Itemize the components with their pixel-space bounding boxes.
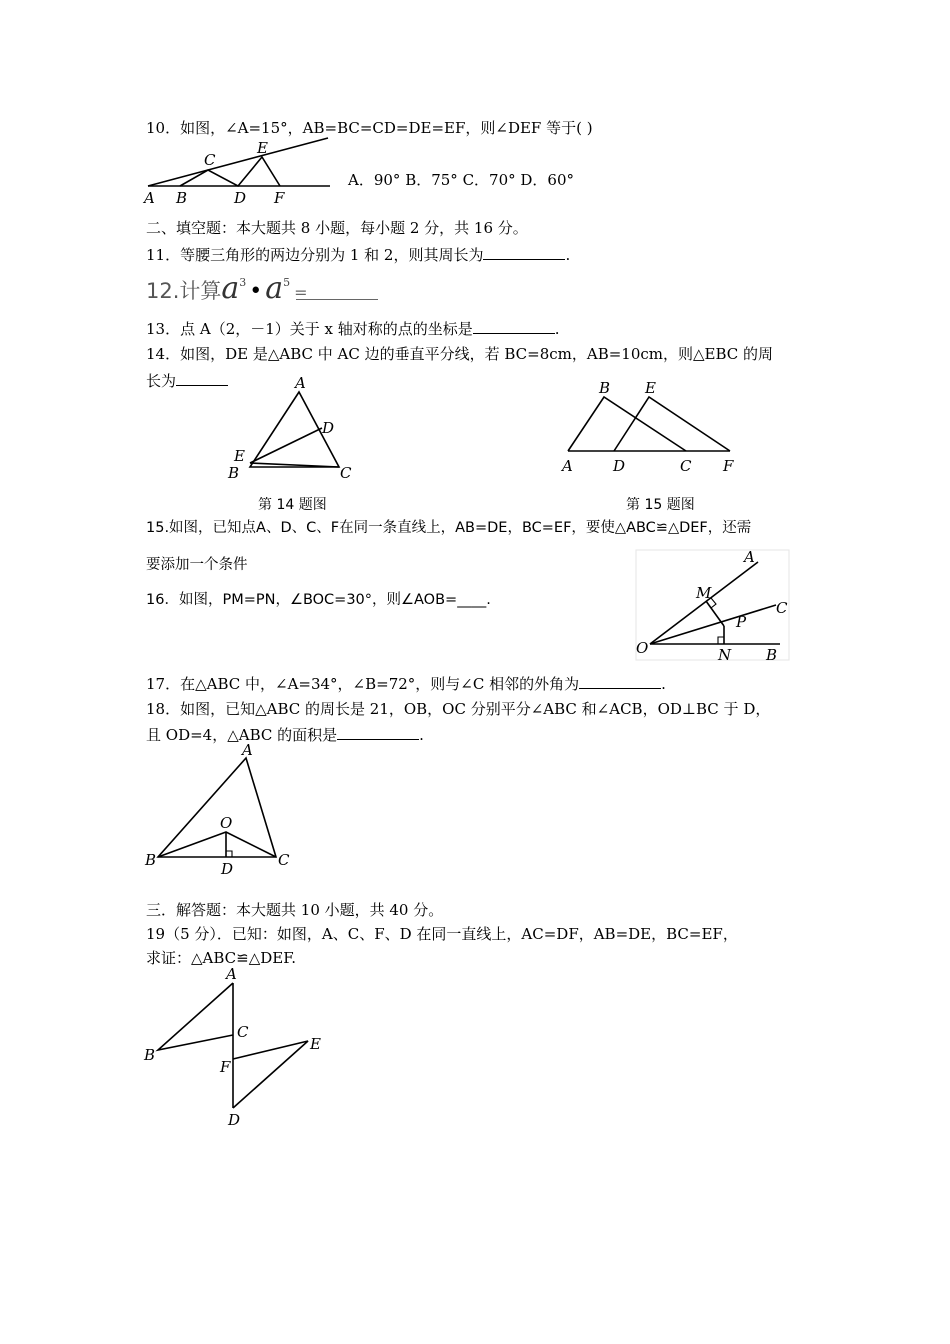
q14-answer-blank[interactable] [176, 370, 228, 386]
q14-label-d: D [322, 419, 335, 437]
q19-line2: 求证：△ABC≌△DEF. [146, 949, 297, 967]
q16-label-c: C [776, 599, 788, 617]
q15-line2: 要添加一个条件 [146, 557, 248, 573]
q13: 13．点 A（2，－1）关于 x 轴对称的点的坐标是 . [146, 320, 560, 338]
q10-label-c: C [204, 151, 216, 169]
q12-answer-blank[interactable] [296, 299, 378, 300]
q10-label-a: A [144, 189, 155, 207]
q18-line1: 18．如图，已知△ABC 的周长是 21，OB，OC 分别平分∠ABC 和∠ACB，OD⊥BC 于 D， [146, 700, 771, 718]
q10-stem: 10．如图，∠A=15°，AB=BC=CD=DE=EF，则∠DEF 等于( ) [146, 119, 593, 137]
q18-label-d: D [221, 860, 234, 878]
q19-label-d: D [228, 1111, 241, 1129]
q16-label-a: A [744, 548, 755, 566]
q14-label-c: C [340, 464, 352, 482]
q13-stem: 13．点 A（2，－1）关于 x 轴对称的点的坐标是 [146, 320, 473, 338]
q11-answer-blank[interactable] [483, 244, 565, 260]
q16-label-p: P [736, 613, 747, 631]
q19-label-e: E [310, 1035, 321, 1053]
q18-label-o: O [220, 814, 233, 832]
q15-label-d: D [613, 457, 626, 475]
q12: 12.计算$a^3$ • $a^5=$ [146, 271, 308, 306]
q16-label-b: B [766, 646, 778, 664]
q16-label-n: N [718, 646, 732, 664]
q19-label-a: A [226, 965, 237, 983]
section3-heading: 三．解答题：本大题共 10 小题，共 40 分。 [146, 901, 444, 919]
q18-line2: 且 OD=4，△ABC 的面积是 . [146, 726, 424, 744]
q19-label-b: B [144, 1046, 156, 1064]
q16-figure [632, 548, 792, 663]
q14-figure [228, 375, 358, 480]
q15-figure [558, 378, 748, 478]
q19-figure [142, 965, 332, 1129]
q17-stem: 17．在△ABC 中，∠A=34°，∠B=72°，则与∠C 相邻的外角为 [146, 675, 580, 693]
q10-label-e: E [257, 139, 268, 157]
q15-label-c: C [680, 457, 692, 475]
q14-label-b: B [228, 464, 240, 482]
q14-line2: 长为 [146, 370, 228, 391]
q15-label-a: A [562, 457, 573, 475]
q15-label-e: E [645, 379, 656, 397]
q10-label-f: F [274, 189, 285, 207]
q14-label-e: E [234, 447, 245, 465]
q10-label-d: D [234, 189, 247, 207]
q17-answer-blank[interactable] [579, 673, 661, 689]
q12-prefix: 12.计算 [146, 279, 222, 303]
q19-label-c: C [237, 1023, 249, 1041]
q17: 17．在△ABC 中，∠A=34°，∠B=72°，则与∠C 相邻的外角为 . [146, 675, 666, 693]
q18-figure [142, 741, 302, 878]
q16-label-o: O [636, 639, 649, 657]
q11-stem: 11．等腰三角形的两边分别为 1 和 2，则其周长为 [146, 246, 484, 264]
q13-answer-blank[interactable] [473, 318, 555, 334]
q15-label-f: F [723, 457, 734, 475]
q15-caption: 第 15 题图 [626, 497, 695, 513]
q11: 11．等腰三角形的两边分别为 1 和 2，则其周长为 . [146, 246, 571, 264]
q18-answer-blank[interactable] [337, 724, 419, 740]
q19-line1: 19（5 分）．已知：如图，A、C、F、D 在同一直线上，AC=DF，AB=DE，BC=EF， [146, 925, 738, 943]
q14-caption: 第 14 题图 [258, 497, 327, 513]
q10-label-b: B [176, 189, 188, 207]
q14-label-a: A [295, 374, 306, 392]
q19-label-f: F [220, 1058, 231, 1076]
q16-label-m: M [696, 584, 712, 602]
q15-label-b: B [599, 379, 611, 397]
q16-stem: 16．如图，PM=PN，∠BOC=30°，则∠AOB=____. [146, 592, 491, 608]
q18-label-b: B [145, 851, 157, 869]
q18-label-a: A [242, 741, 253, 759]
q14-line1: 14．如图，DE 是△ABC 中 AC 边的垂直平分线，若 BC=8cm，AB=10cm，则△EBC 的周 [146, 345, 774, 363]
q18-label-c: C [278, 851, 290, 869]
q15-line1: 15.如图，已知点A、D、C、F在同一条直线上，AB=DE，BC=EF，要使△ABC≌△DEF，还需 [146, 520, 752, 536]
q10-figure [142, 138, 342, 213]
q10-options: A．90° B．75° C．70° D．60° [348, 171, 575, 189]
section2-heading: 二、填空题：本大题共 8 小题，每小题 2 分，共 16 分。 [146, 219, 528, 237]
